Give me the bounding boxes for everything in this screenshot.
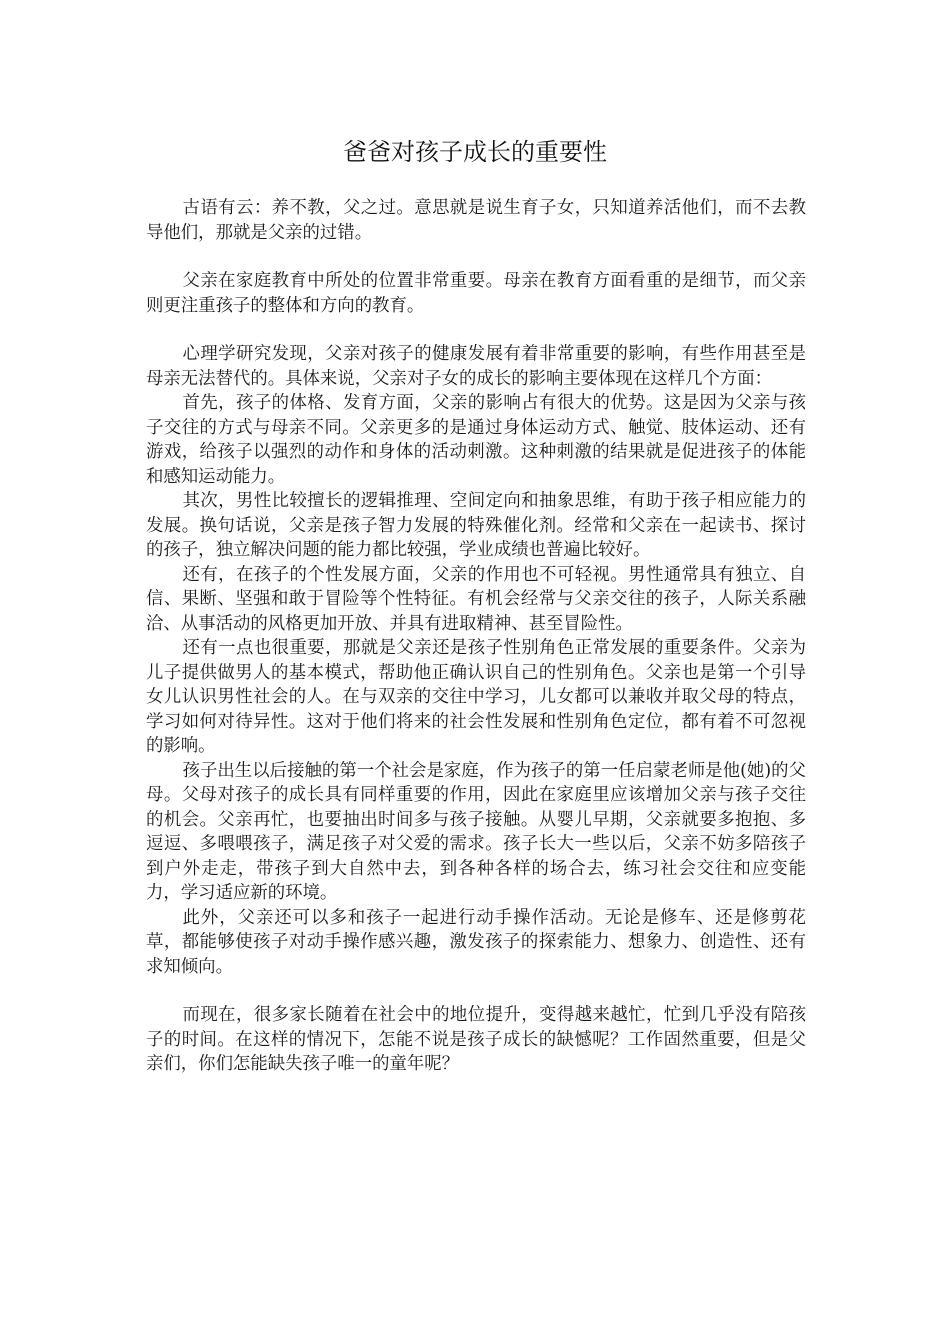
paragraph-7: 还有一点也很重要，那就是父亲还是孩子性别角色正常发展的重要条件。父亲为儿子提供做男人的基本模式，帮助他正确认识自己的性别角色。父亲也是第一个引导女儿认识男性社会的人。在与双亲的交往中学习，儿女都可以兼收并取父母的特点，学习如何对待异性。这对于他们将来的社会性发展和性别角色定位，都有着不可忽视的影响。 [146, 638, 806, 756]
paragraph-10: 而现在，很多家长随着在社会中的地位提升，变得越来越忙，忙到几乎没有陪孩子的时间。在这样的情况下，怎能不说是孩子成长的缺憾呢？工作固然重要，但是父亲们，你们怎能缺失孩子唯一的童年呢？ [146, 1005, 806, 1074]
paragraph-3: 心理学研究发现，父亲对孩子的健康发展有着非常重要的影响，有些作用甚至是母亲无法替代的。具体来说，父亲对子女的成长的影响主要体现在这样几个方面： [146, 344, 806, 389]
paragraph-9: 此外，父亲还可以多和孩子一起进行动手操作活动。无论是修车、还是修剪花草，都能够使孩子对动手操作感兴趣，激发孩子的探索能力、想象力、创造性、还有求知倾向。 [146, 907, 806, 977]
paragraph-1: 古语有云：养不教，父之过。意思就是说生育子女，只知道养活他们，而不去教导他们，那就是父亲的过错。 [146, 198, 806, 243]
paragraph-4: 首先，孩子的体格、发育方面，父亲的影响占有很大的优势。这是因为父亲与孩子交往的方式与母亲不同。父亲更多的是通过身体运动方式、触觉、肢体运动、还有游戏，给孩子以强烈的动作和身体的活动刺激。这种刺激的结果就是促进孩子的体能和感知运动能力。 [146, 393, 806, 487]
paragraph-8: 孩子出生以后接触的第一个社会是家庭，作为孩子的第一任启蒙老师是他(她)的父母。父母对孩子的成长具有同样重要的作用，因此在家庭里应该增加父亲与孩子交往的机会。父亲再忙，也要抽出时间多与孩子接触。从婴儿早期，父亲就要多抱抱、多逗逗、多喂喂孩子，满足孩子对父爱的需求。孩子长大一些以后，父亲不妨多陪孩子到户外走走，带孩子到大自然中去，到各种各样的场合去，练习社会交往和应变能力，学习适应新的环境。 [146, 760, 806, 903]
paragraph-5: 其次，男性比较擅长的逻辑推理、空间定向和抽象思维，有助于孩子相应能力的发展。换句话说，父亲是孩子智力发展的特殊催化剂。经常和父亲在一起读书、探讨的孩子，独立解决问题的能力都比较强，学业成绩也普遍比较好。 [146, 491, 806, 560]
document-title: 爸爸对孩子成长的重要性 [343, 138, 607, 166]
paragraph-2: 父亲在家庭教育中所处的位置非常重要。母亲在教育方面看重的是细节，而父亲则更注重孩子的整体和方向的教育。 [146, 271, 806, 316]
paragraph-6: 还有，在孩子的个性发展方面，父亲的作用也不可轻视。男性通常具有独立、自信、果断、坚强和敢于冒险等个性特征。有机会经常与父亲交往的孩子，人际关系融洽、从事活动的风格更加开放、并具有进取精神、甚至冒险性。 [146, 564, 806, 634]
document-body [146, 196, 806, 1077]
